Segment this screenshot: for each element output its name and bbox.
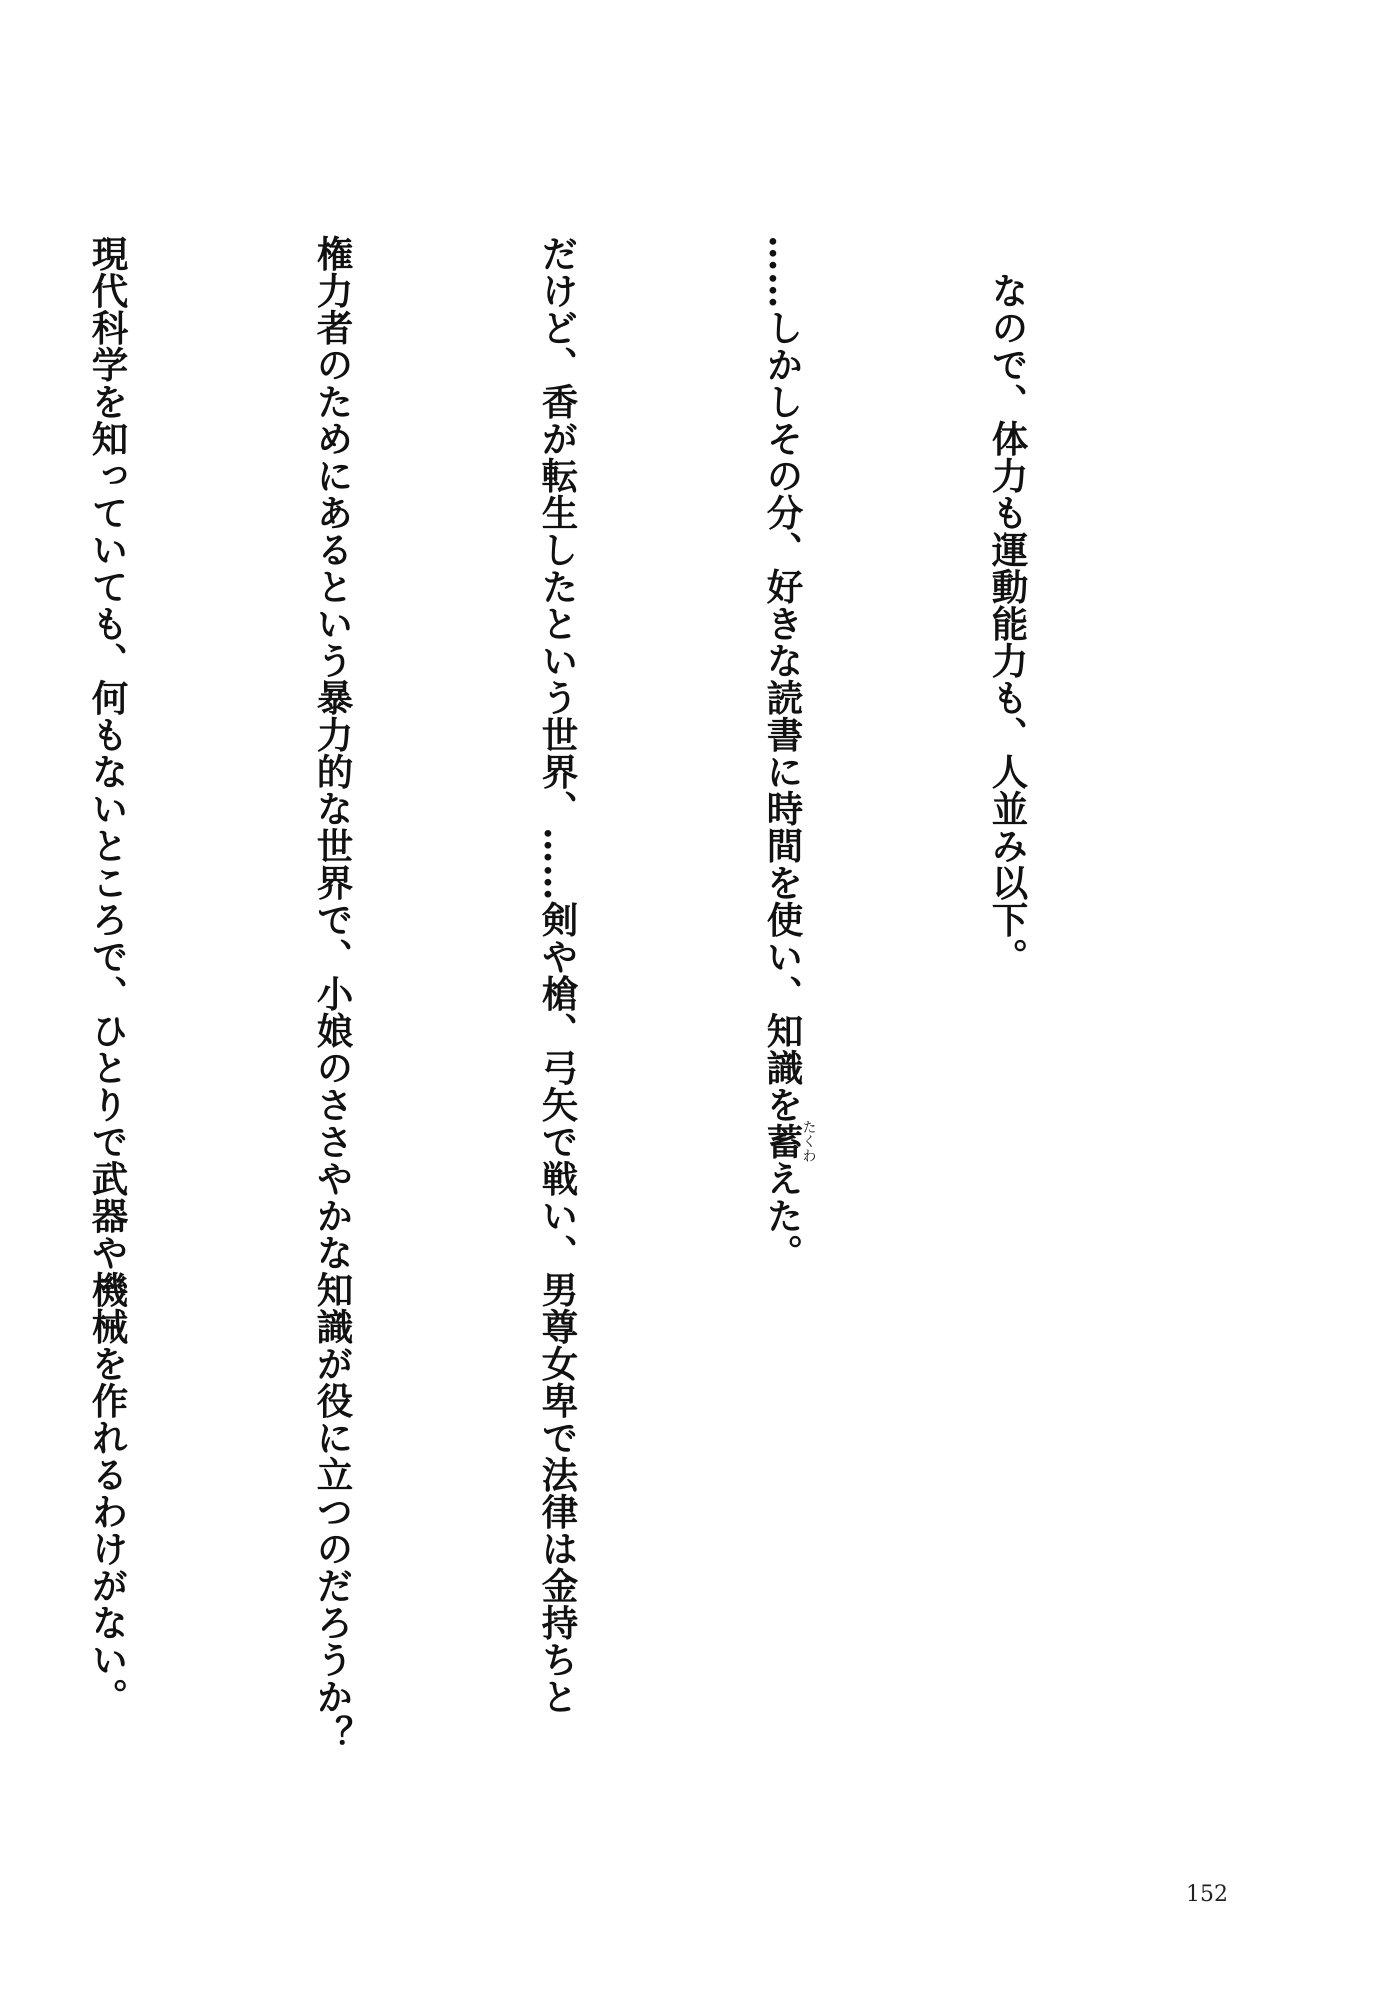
page-number: 152 — [1186, 1882, 1228, 1907]
text-line-2-after: えた。 — [761, 1160, 804, 1271]
text-line-3: だけど、香が転生したという世界、……剣や槍、弓矢で戦い、男尊女卑で法律は金持ちと — [536, 235, 579, 1715]
text-line-5: 現代科学を知っていても、何もないところで、ひとりで武器や機械を作れるわけがない。 — [86, 235, 129, 1715]
text-line-2 — [745, 235, 820, 1795]
vertical-text-block — [86, 235, 1195, 1795]
text-line-2-main: ……しかしその分、好きな読書に時間を使い、知識を — [761, 235, 804, 1123]
text-line-4: 権力者のためにあるという暴力的な世界で、小娘のささやかな知識が役に立つのだろうか？ — [311, 235, 354, 1752]
text-line-1: なので、体力も運動能力も、人並み以下。 — [986, 271, 1029, 975]
ruby-base: 蓄 — [761, 1119, 804, 1164]
ruby-reading: たくわ — [800, 1119, 817, 1164]
ruby-takuwa — [761, 1119, 817, 1164]
